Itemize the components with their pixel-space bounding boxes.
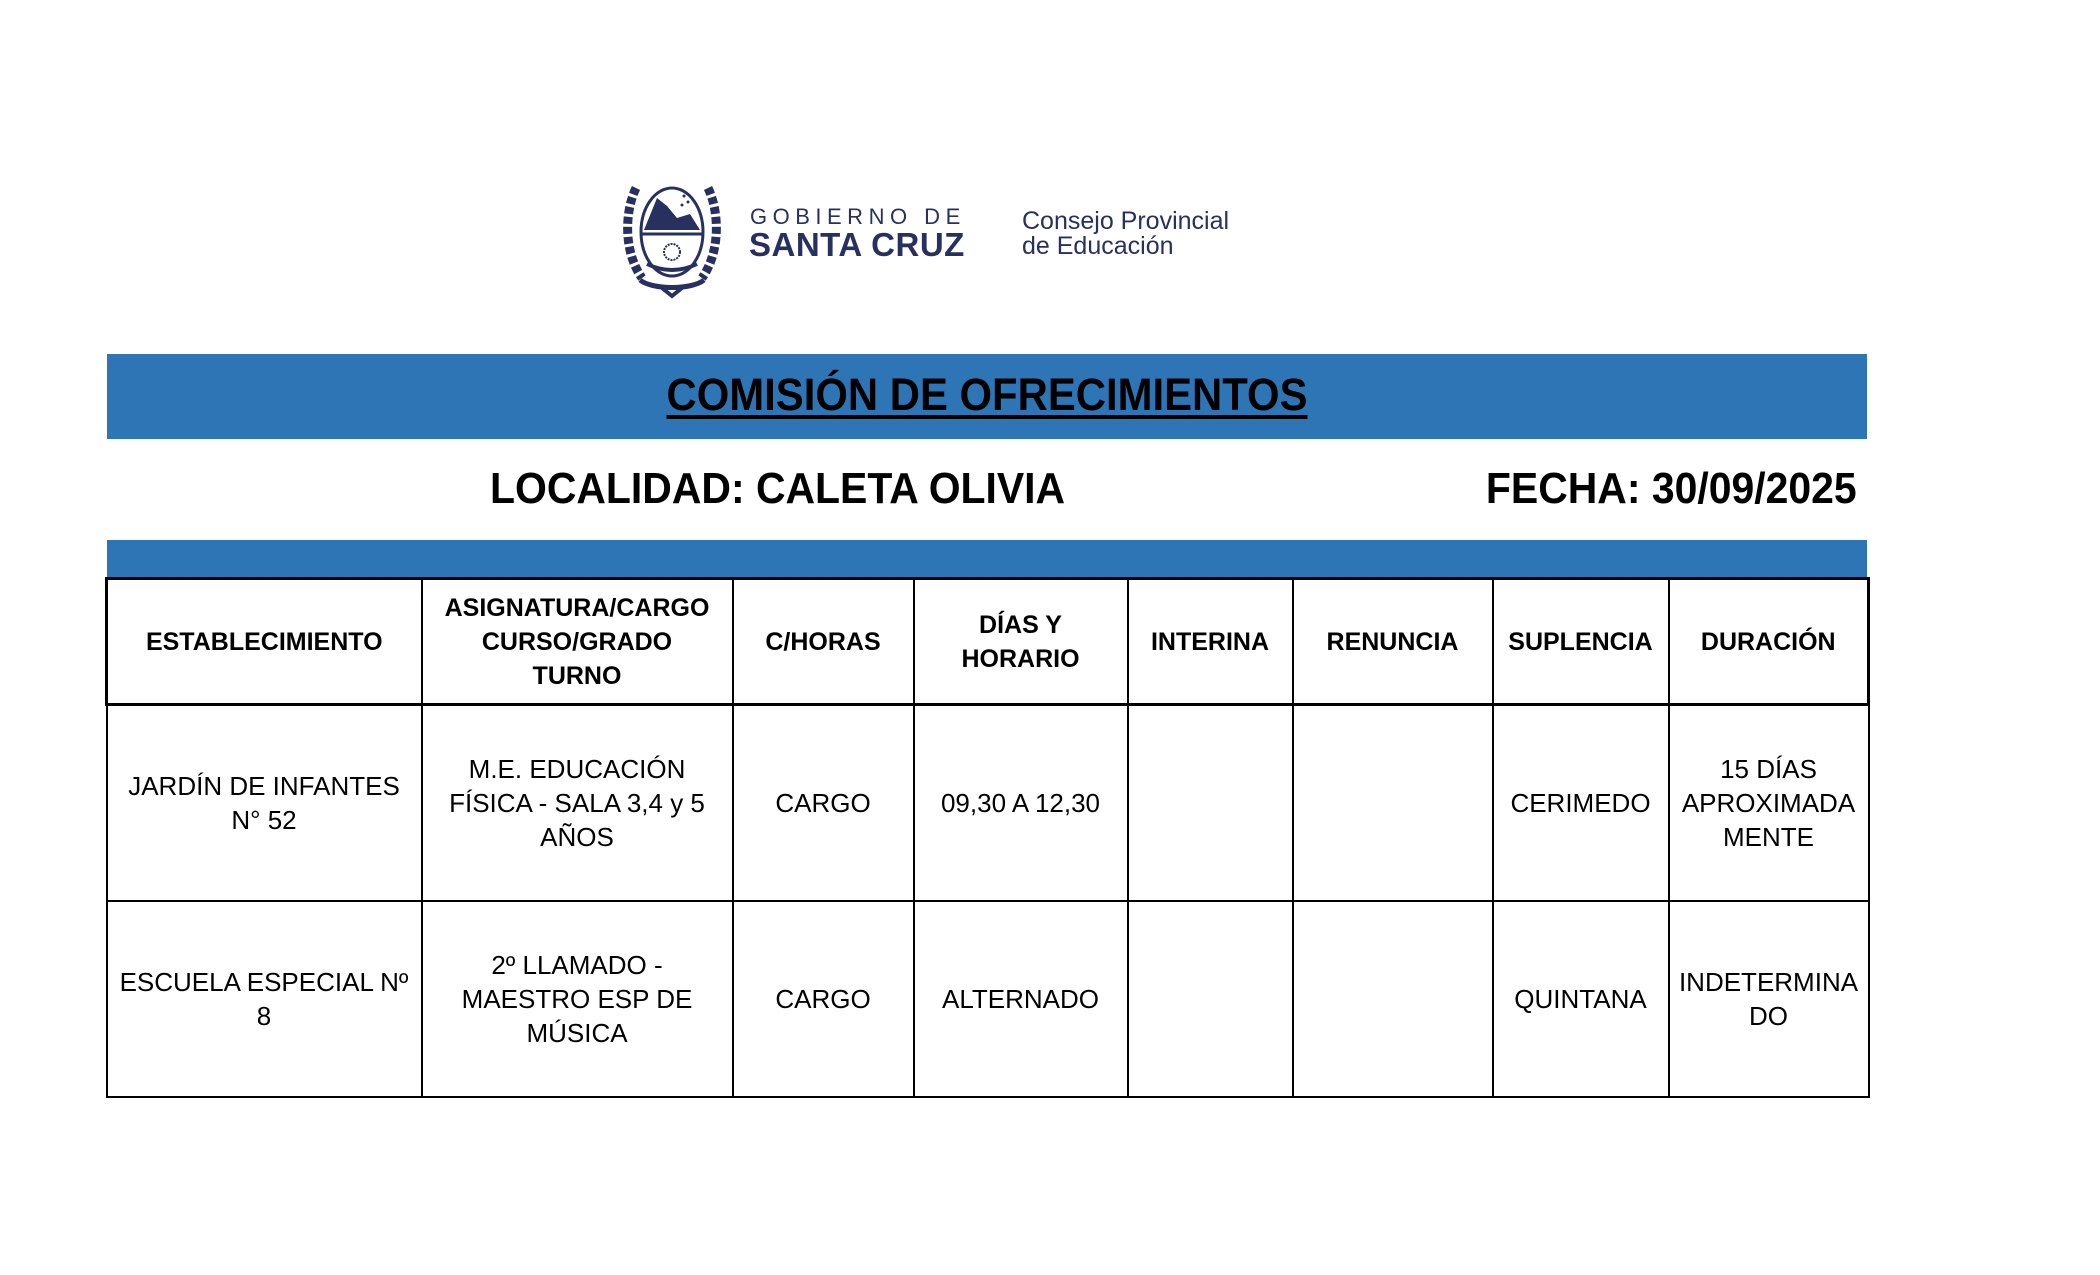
column-header-line: ESTABLECIMIENTO	[145, 627, 383, 656]
table-row	[107, 705, 1869, 902]
cell-line: 2º LLAMADO -	[491, 950, 663, 980]
cell-line: 8	[256, 1001, 272, 1031]
logo-consejo-line1: Consejo Provincial	[1022, 207, 1230, 235]
column-header-line: CURSO/GRADO	[481, 627, 673, 656]
cell-line: MÚSICA	[526, 1018, 628, 1048]
cell-line: CARGO	[775, 984, 871, 1014]
title-band	[107, 354, 1867, 439]
cell-horas	[733, 705, 914, 902]
column-header-interina	[1128, 579, 1293, 705]
page-title: COMISIÓN DE OFRECIMIENTOS	[666, 369, 1308, 420]
cell-line: 09,30 A 12,30	[940, 788, 1101, 818]
cell-dias-horario	[914, 705, 1128, 902]
column-header-suplencia	[1493, 579, 1669, 705]
column-header-line: SUPLENCIA	[1508, 627, 1653, 656]
cell-interina	[1128, 705, 1293, 902]
column-header-line: DÍAS Y	[979, 610, 1062, 639]
column-header-dias-horario	[914, 579, 1128, 705]
column-header-line: HORARIO	[961, 644, 1080, 673]
column-header-line: ASIGNATURA/CARGO	[444, 593, 710, 622]
logo-gobierno-line2: SANTA CRUZ	[749, 226, 965, 263]
cell-line: MAESTRO ESP DE	[461, 984, 693, 1014]
localidad-label: LOCALIDAD: CALETA OLIVIA	[490, 464, 1066, 513]
column-header-duracion	[1669, 579, 1869, 705]
column-header-line: DURACIÓN	[1700, 627, 1836, 656]
cell-establecimiento	[107, 901, 422, 1097]
cell-line: JARDÍN DE INFANTES	[128, 771, 400, 801]
column-header-renuncia	[1293, 579, 1493, 705]
cell-interina	[1128, 901, 1293, 1097]
cell-line: ALTERNADO	[942, 984, 1099, 1014]
cell-line: ESCUELA ESPECIAL Nº	[119, 967, 409, 997]
column-header-line: TURNO	[532, 661, 622, 690]
cell-line: 15 DÍAS	[1720, 754, 1817, 784]
cell-line: APROXIMADA	[1681, 788, 1856, 818]
cell-line: FÍSICA - SALA 3,4 y 5	[449, 788, 705, 818]
offers-table	[105, 577, 1870, 1098]
logo-consejo	[1022, 209, 1229, 259]
column-header-line: RENUNCIA	[1326, 627, 1459, 656]
cell-renuncia	[1293, 901, 1493, 1097]
cell-line: QUINTANA	[1514, 984, 1647, 1014]
column-header-line: C/HORAS	[765, 627, 881, 656]
cell-asignatura	[422, 705, 733, 902]
table-header-row	[107, 579, 1869, 705]
cell-duracion	[1669, 705, 1869, 902]
cell-line: AÑOS	[540, 822, 614, 852]
cell-line: CERIMEDO	[1510, 788, 1651, 818]
table-top-band	[107, 540, 1867, 577]
column-header-establecimiento	[107, 579, 422, 705]
cell-horas	[733, 901, 914, 1097]
logo-gobierno-line1: GOBIERNO DE	[750, 204, 966, 229]
table-row	[107, 901, 1869, 1097]
cell-asignatura	[422, 901, 733, 1097]
cell-duracion	[1669, 901, 1869, 1097]
column-header-line: INTERINA	[1150, 627, 1270, 656]
cell-dias-horario	[914, 901, 1128, 1097]
cell-suplencia	[1493, 901, 1669, 1097]
government-logo	[622, 168, 1262, 300]
fecha-label: FECHA: 30/09/2025	[1486, 464, 1857, 513]
cell-line: M.E. EDUCACIÓN	[468, 754, 686, 784]
cell-suplencia	[1493, 705, 1669, 902]
cell-line: N° 52	[231, 805, 297, 835]
cell-renuncia	[1293, 705, 1493, 902]
column-header-asignatura	[422, 579, 733, 705]
coat-of-arms-icon	[622, 168, 722, 300]
cell-line: MENTE	[1723, 822, 1814, 852]
column-header-horas	[733, 579, 914, 705]
cell-line: DO	[1749, 1001, 1788, 1031]
cell-line: CARGO	[775, 788, 871, 818]
cell-establecimiento	[107, 705, 422, 902]
cell-line: INDETERMINA	[1678, 967, 1859, 997]
logo-consejo-line2: de Educación	[1022, 232, 1174, 260]
